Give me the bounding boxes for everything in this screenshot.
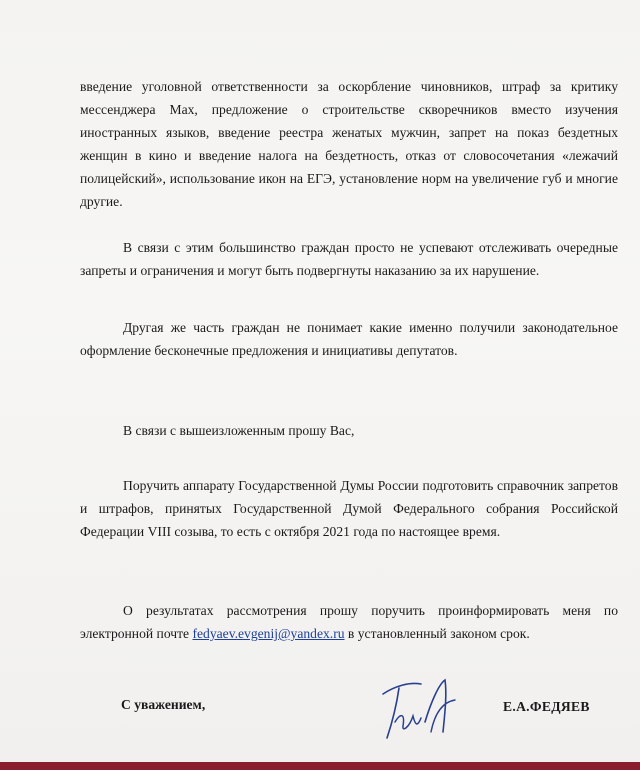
signatory-name: Е.А.ФЕДЯЕВ	[503, 699, 590, 714]
paragraph-request-intro	[80, 419, 618, 442]
reply-text-after: в установленный законом срок.	[344, 626, 530, 641]
paragraph-text: В связи с вышеизложенным прошу Вас,	[123, 423, 355, 438]
email-link[interactable]: fedyaev.evgenij@yandex.ru	[192, 626, 345, 641]
bottom-edge-bar	[0, 762, 640, 770]
paragraph-text	[80, 599, 618, 645]
paragraph-citizens-do-not-understand	[80, 316, 618, 362]
paragraph-reply-request	[80, 599, 618, 645]
reply-text-before: О результатах рассмотрения прошу поручить проинформировать меня по электронной почте	[80, 603, 618, 641]
paragraph-list-of-initiatives	[80, 75, 618, 213]
paragraph-text: В связи с этим большинство граждан просто не успевают отслеживать очередные запреты и ограничения и могут быть подвергнуты наказанию за их нарушение.	[80, 240, 618, 278]
handwritten-signature-icon	[375, 672, 465, 744]
closing-phrase: С уважением,	[121, 697, 206, 712]
paragraph-text: введение уголовной ответственности за оскорбление чиновников, штраф за критику мессенджера Max, предложение о строительстве скворечников вместо изучения иностранных языков, введение реестра женатых мужчин, запрет на показ бездетных женщин в кино и введение налога на бездетность, отказ от словосочетания «лежачий полицейский», использование икон на ЕГЭ, установление норм на увеличение губ и многие другие.	[80, 79, 618, 209]
paragraph-text: Поручить аппарату Государственной Думы России подготовить справочник запретов и штрафов, принятых Государственной Думой Федерального собрания Российской Федерации VIII созыва, то есть с октября 2021 года по настоящее время.	[80, 478, 618, 539]
paragraph-request-body	[80, 474, 618, 543]
paragraph-citizens-cannot-track	[80, 236, 618, 282]
paragraph-text: Другая же часть граждан не понимает какие именно получили законодательное оформление бесконечные предложения и инициативы депутатов.	[80, 320, 618, 358]
